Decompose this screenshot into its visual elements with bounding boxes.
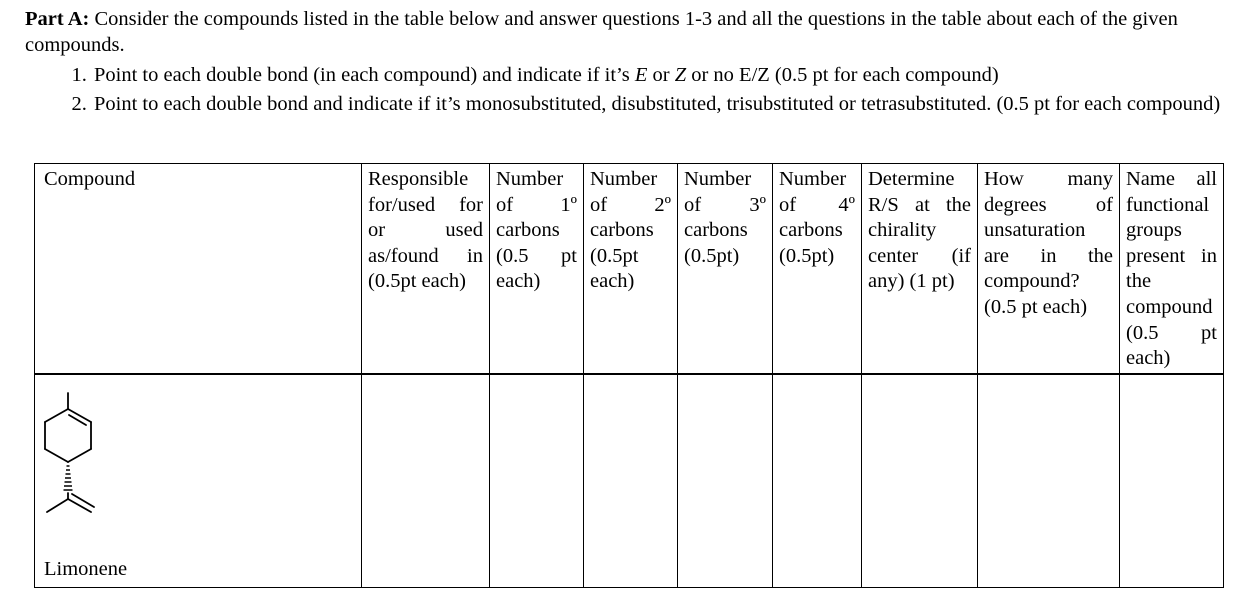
part-a-paragraph [25, 6, 1240, 58]
question-1 [92, 61, 1240, 90]
header-compound: Compound [35, 164, 362, 375]
answer-cell-quaternary-carbons[interactable] [773, 374, 862, 588]
e-label: E [634, 64, 648, 86]
header-responsible-for: Responsible for/used for or used as/found in (0.5pt each) [362, 164, 490, 375]
header-rs-configuration: Determine R/S at the chirality center (if any) (1 pt) [862, 164, 978, 375]
question-1-text-after: or no E/Z (0.5 pt for each compound) [686, 64, 999, 86]
header-degrees-unsaturation: How many degrees of unsaturation are in the compound? (0.5 pt each) [978, 164, 1120, 375]
or-text: or [647, 64, 675, 86]
table-row [35, 374, 1224, 588]
z-label: Z [674, 64, 687, 86]
compound-name: Limonene [44, 558, 128, 581]
header-quaternary-carbons: Number of 4º carbons (0.5pt) [773, 164, 862, 375]
answer-cell-responsible-for[interactable] [362, 374, 490, 588]
question-list [25, 61, 1240, 118]
header-secondary-carbons: Number of 2º carbons (0.5pt each) [584, 164, 678, 375]
question-2: 2. Point to each double bond and indicate if it’s monosubstituted, disubstituted, trisubstituted or tetrasubstituted. (0.5 pt for each compound) [92, 90, 1240, 119]
part-text: Consider the compounds listed in the table below and answer questions 1-3 and all the questions in the table about each of the given compounds. [25, 8, 1178, 56]
header-row [35, 164, 1224, 375]
compound-table [34, 163, 1224, 588]
answer-cell-functional-groups[interactable] [1120, 374, 1224, 588]
part-label: Part A: [25, 8, 90, 30]
limonene-structure-icon [39, 389, 109, 529]
answer-cell-tertiary-carbons[interactable] [678, 374, 773, 588]
header-primary-carbons: Number of 1º carbons (0.5 pt each) [490, 164, 584, 375]
answer-cell-primary-carbons[interactable] [490, 374, 584, 588]
header-tertiary-carbons: Number of 3º carbons (0.5pt) [678, 164, 773, 375]
instructions [25, 6, 1240, 118]
answer-cell-secondary-carbons[interactable] [584, 374, 678, 588]
compound-cell [35, 374, 362, 588]
question-1-text-before: Point to each double bond (in each compound) and indicate if it’s [94, 64, 635, 86]
answer-cell-degrees-unsaturation[interactable] [978, 374, 1120, 588]
answer-cell-rs-configuration[interactable] [862, 374, 978, 588]
header-functional-groups: Name all functional groups present in the compound (0.5 pt each) [1120, 164, 1224, 375]
